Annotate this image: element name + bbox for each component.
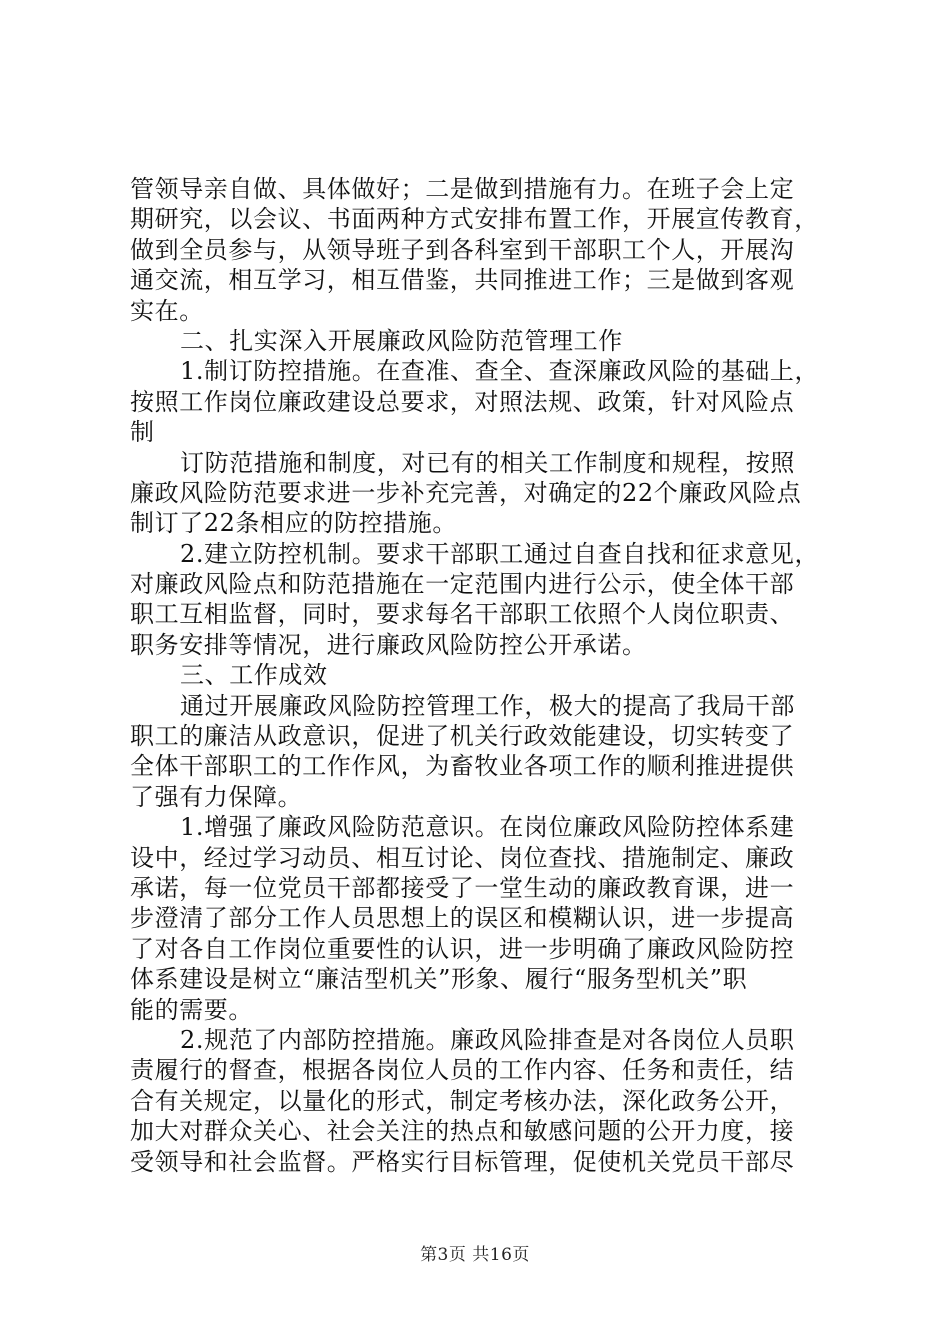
text-line: 廉政风险防范要求进一步补充完善，对确定的22个廉政风险点 (130, 478, 802, 507)
text-line: 1.制订防控措施。在查准、查全、查深廉政风险的基础上， (180, 357, 820, 386)
text-line: 能的需要。 (130, 995, 253, 1024)
text-line: 管领导亲自做、具体做好；二是做到措施有力。在班子会上定 (130, 175, 795, 203)
text-line: 对廉政风险点和防范措施在一定范围内进行公示，使全体干部 (130, 570, 795, 599)
text-line: 二、扎实深入开展廉政风险防范管理工作 (180, 326, 623, 355)
text-line: 制 (130, 418, 155, 447)
text-line: 三、工作成效 (180, 661, 328, 690)
text-line: 1.增强了廉政风险防范意识。在岗位廉政风险防控体系建 (180, 813, 795, 842)
text-line: 职务安排等情况，进行廉政风险防控公开承诺。 (130, 630, 647, 659)
text-line: 承诺，每一位党员干部都接受了一堂生动的廉政教育课，进一 (130, 873, 795, 902)
text-line: 职工互相监督，同时，要求每名干部职工依照个人岗位职责、 (130, 600, 795, 629)
text-line: 了强有力保障。 (130, 782, 303, 811)
document-body (130, 174, 830, 1177)
page-footer: 第3页 共16页 (420, 1245, 530, 1265)
text-line: 合有关规定，以量化的形式，制定考核办法，深化政务公开， (130, 1086, 795, 1115)
text-line: 体系建设是树立“廉洁型机关”形象、履行“服务型机关”职 (130, 965, 748, 994)
text-line: 受领导和社会监督。严格实行目标管理，促使机关党员干部尽 (130, 1147, 795, 1176)
text-line: 制订了22条相应的防控措施。 (130, 509, 457, 538)
text-line: 通交流，相互学习，相互借鉴，共同推进工作；三是做到客观 (130, 266, 795, 295)
text-line: 期研究，以会议、书面两种方式安排布置工作，开展宣传教育， (130, 205, 819, 234)
text-line: 加大对群众关心、社会关注的热点和敏感问题的公开力度，接 (130, 1117, 795, 1146)
text-line: 责履行的督查，根据各岗位人员的工作内容、任务和责任，结 (130, 1056, 795, 1085)
text-line: 做到全员参与，从领导班子到各科室到干部职工个人，开展沟 (130, 235, 795, 264)
text-line: 职工的廉洁从政意识，促进了机关行政效能建设，切实转变了 (130, 722, 795, 751)
text-line: 了对各自工作岗位重要性的认识，进一步明确了廉政风险防控 (130, 934, 795, 963)
text-line: 实在。 (130, 296, 204, 325)
text-line: 2.规范了内部防控措施。廉政风险排查是对各岗位人员职 (180, 1025, 795, 1054)
text-line: 步澄清了部分工作人员思想上的误区和模糊认识，进一步提高 (130, 904, 795, 933)
text-line: 全体干部职工的工作作风，为畜牧业各项工作的顺利推进提供 (130, 752, 795, 781)
text-line: 设中，经过学习动员、相互讨论、岗位查找、措施制定、廉政 (130, 843, 795, 872)
text-line: 按照工作岗位廉政建设总要求，对照法规、政策，针对风险点 (130, 387, 795, 416)
text-line: 订防范措施和制度，对已有的相关工作制度和规程，按照 (180, 448, 795, 477)
text-line: 2.建立防控机制。要求干部职工通过自查自找和征求意见， (180, 539, 820, 568)
text-line: 通过开展廉政风险防控管理工作，极大的提高了我局干部 (180, 691, 795, 720)
